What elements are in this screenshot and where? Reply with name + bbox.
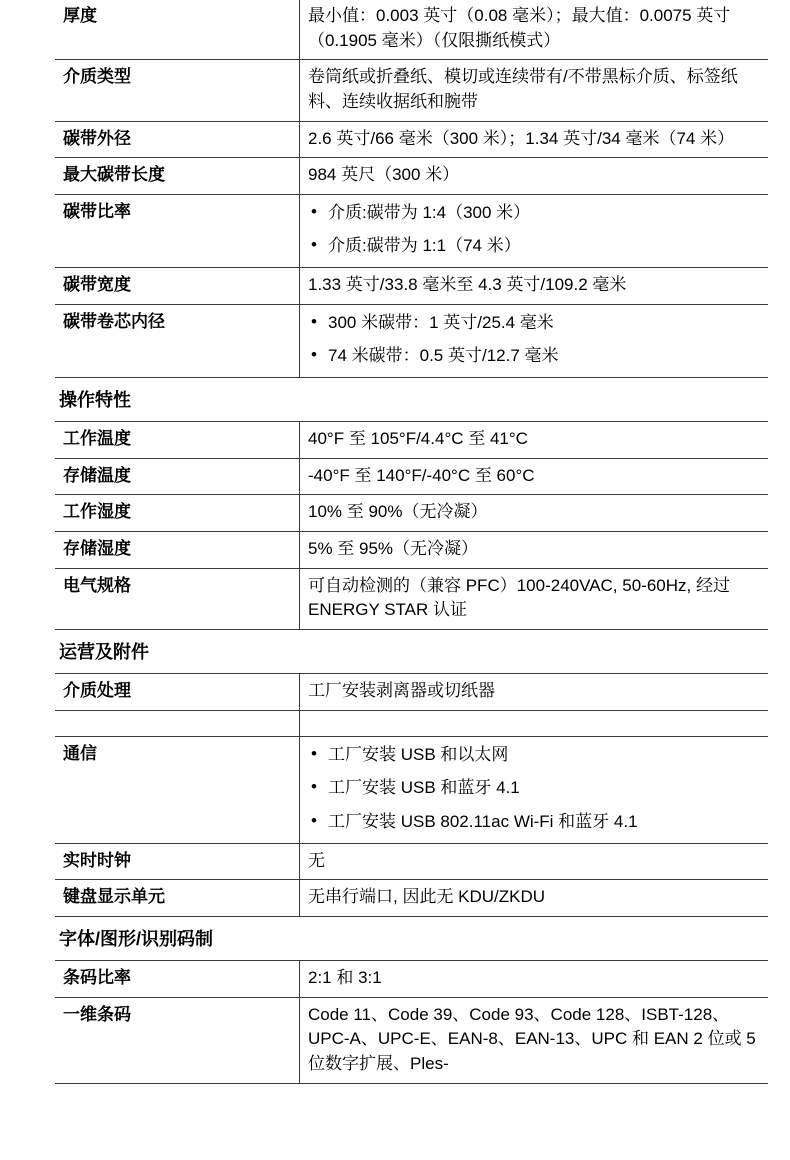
spec-value bbox=[300, 121, 769, 158]
spec-value bbox=[300, 458, 769, 495]
table-row bbox=[55, 0, 768, 60]
table-row bbox=[55, 194, 768, 267]
spacer-cell-value bbox=[300, 710, 769, 736]
spec-value bbox=[300, 304, 769, 377]
spec-value bbox=[300, 961, 769, 998]
spec-label: 厚度 bbox=[55, 0, 300, 60]
table-row bbox=[55, 422, 768, 459]
spec-label: 碳带外径 bbox=[55, 121, 300, 158]
spec-value-text: -40°F 至 140°F/-40°C 至 60°C bbox=[308, 465, 535, 485]
table-row bbox=[55, 458, 768, 495]
table-row bbox=[55, 532, 768, 569]
spec-value bbox=[300, 997, 769, 1083]
table-row bbox=[55, 843, 768, 880]
specifications-table bbox=[55, 0, 768, 1084]
spec-value bbox=[300, 674, 769, 711]
spec-label: 通信 bbox=[55, 736, 300, 843]
spec-value-text: 10% 至 90%（无冷凝） bbox=[308, 502, 488, 522]
table-row bbox=[55, 961, 768, 998]
spec-value-text: 984 英尺（300 米） bbox=[308, 165, 460, 185]
table-row bbox=[55, 674, 768, 711]
spec-value bbox=[300, 532, 769, 569]
spec-label: 实时时钟 bbox=[55, 843, 300, 880]
section-heading: 操作特性 bbox=[55, 378, 768, 422]
spec-label: 存储湿度 bbox=[55, 532, 300, 569]
spec-value-text: 可自动检测的（兼容 PFC）100-240VAC, 50-60Hz, 经过 ENERGY STAR 认证 bbox=[308, 575, 730, 620]
table-row bbox=[55, 268, 768, 305]
spec-value bbox=[300, 736, 769, 843]
list-item: • 工厂安装 USB 和蓝牙 4.1 bbox=[308, 776, 760, 801]
list-item: • 介质:碳带为 1:1（74 米） bbox=[308, 234, 760, 259]
spec-label: 电气规格 bbox=[55, 568, 300, 629]
spec-label: 最大碳带长度 bbox=[55, 158, 300, 195]
section-heading: 字体/图形/识别码制 bbox=[55, 916, 768, 960]
table-row bbox=[55, 997, 768, 1083]
spec-value-text: 最小值：0.003 英寸（0.08 毫米）；最大值：0.0075 英寸（0.1905 毫米）（仅限撕纸模式） bbox=[308, 6, 731, 50]
spec-value bbox=[300, 0, 769, 60]
spec-label: 工作湿度 bbox=[55, 495, 300, 532]
spec-value bbox=[300, 268, 769, 305]
spec-value bbox=[300, 194, 769, 267]
spec-value-text: 40°F 至 105°F/4.4°C 至 41°C bbox=[308, 429, 528, 449]
spec-value-text: 工厂安装剥离器或切纸器 bbox=[308, 681, 495, 701]
table-row bbox=[55, 736, 768, 843]
spec-label: 介质类型 bbox=[55, 60, 300, 121]
spec-value bbox=[300, 568, 769, 629]
list-item: • 74 米碳带：0.5 英寸/12.7 毫米 bbox=[308, 344, 760, 369]
spec-value bbox=[300, 60, 769, 121]
list-item: • 介质:碳带为 1:4（300 米） bbox=[308, 201, 760, 226]
spec-value-text: 卷筒纸或折叠纸、模切或连续带有/不带黑标介质、标签纸料、连续收据纸和腕带 bbox=[308, 67, 738, 111]
table-row bbox=[55, 121, 768, 158]
table-row bbox=[55, 568, 768, 629]
spec-value-list bbox=[308, 201, 760, 259]
spec-value-text: 无 bbox=[308, 850, 325, 870]
spec-value-text: 5% 至 95%（无冷凝） bbox=[308, 539, 479, 559]
spec-label: 介质处理 bbox=[55, 674, 300, 711]
table-row bbox=[55, 60, 768, 121]
list-item: • 300 米碳带：1 英寸/25.4 毫米 bbox=[308, 311, 760, 336]
spec-value bbox=[300, 843, 769, 880]
spec-label: 碳带卷芯内径 bbox=[55, 304, 300, 377]
spec-label: 碳带宽度 bbox=[55, 268, 300, 305]
spec-value-text: 1.33 英寸/33.8 毫米至 4.3 英寸/109.2 毫米 bbox=[308, 275, 627, 295]
table-row bbox=[55, 495, 768, 532]
spec-label: 一维条码 bbox=[55, 997, 300, 1083]
spec-value-list bbox=[308, 743, 760, 835]
table-row bbox=[55, 158, 768, 195]
spec-label: 条码比率 bbox=[55, 961, 300, 998]
spec-value bbox=[300, 422, 769, 459]
spec-label: 存储温度 bbox=[55, 458, 300, 495]
spacer-cell-label bbox=[55, 710, 300, 736]
spec-value bbox=[300, 880, 769, 917]
spec-label: 工作温度 bbox=[55, 422, 300, 459]
spec-label: 键盘显示单元 bbox=[55, 880, 300, 917]
spec-label: 碳带比率 bbox=[55, 194, 300, 267]
section-heading: 运营及附件 bbox=[55, 629, 768, 673]
spec-value-text: Code 11、Code 39、Code 93、Code 128、ISBT-128、UPC-A、UPC-E、EAN-8、EAN-13、UPC 和 EAN 2 位或 5 位数字扩展、Ples- bbox=[308, 1004, 756, 1073]
list-item: • 工厂安装 USB 和以太网 bbox=[308, 743, 760, 768]
spec-value-text: 2.6 英寸/66 毫米（300 米）；1.34 英寸/34 毫米（74 米） bbox=[308, 128, 735, 148]
table-row bbox=[55, 304, 768, 377]
spec-value-list bbox=[308, 311, 760, 369]
spec-value bbox=[300, 158, 769, 195]
spec-value bbox=[300, 495, 769, 532]
spec-value-text: 2:1 和 3:1 bbox=[308, 968, 382, 988]
list-item: • 工厂安装 USB 802.11ac Wi-Fi 和蓝牙 4.1 bbox=[308, 810, 760, 835]
table-row bbox=[55, 880, 768, 917]
spec-value-text: 无串行端口, 因此无 KDU/ZKDU bbox=[308, 887, 546, 907]
